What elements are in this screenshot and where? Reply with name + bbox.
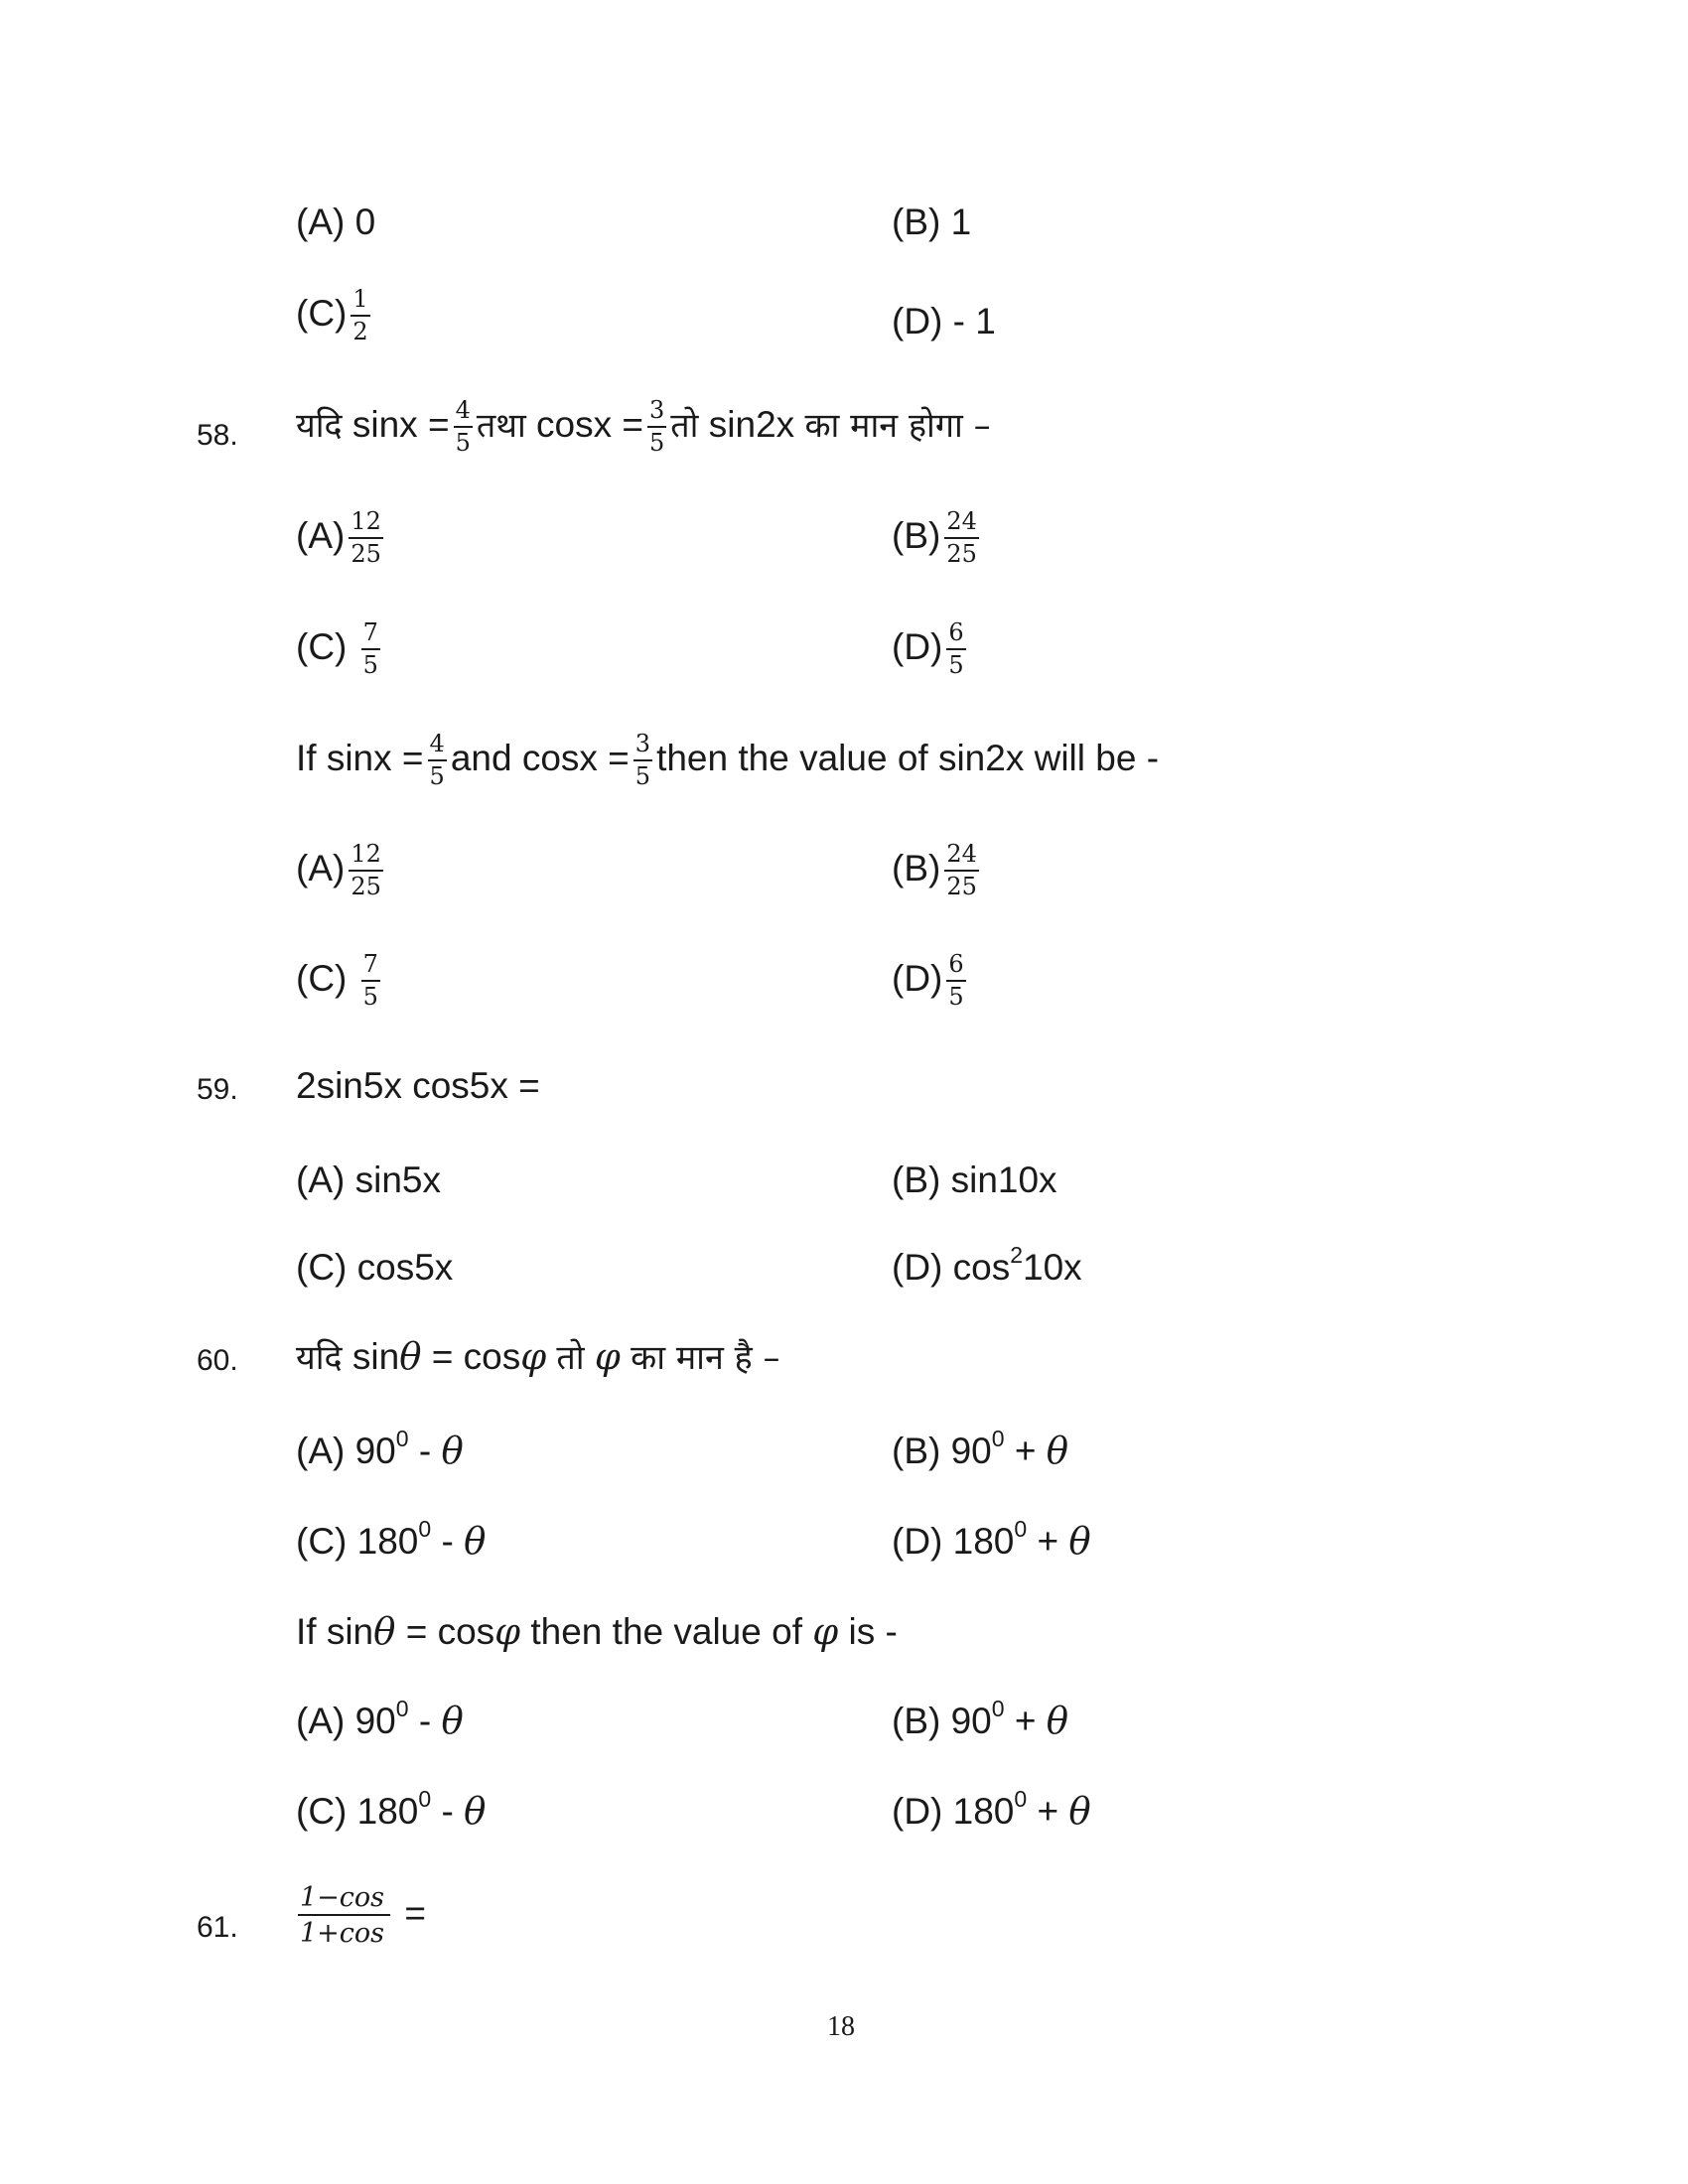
- option-a: (A) $\frac{12}{25}$: [296, 507, 381, 568]
- fraction: $\frac{4}{5}$: [429, 730, 445, 790]
- fraction: $\frac{4}{5}$: [455, 396, 471, 457]
- option-a: (A) 0: [296, 202, 376, 242]
- option-a: (A) sin5x: [296, 1160, 441, 1200]
- fraction: $\frac{12}{25}$: [351, 507, 381, 568]
- fraction: $\frac{12}{25}$: [351, 840, 381, 900]
- question-58-hindi: यदि sinx = $\frac{4}{5}$ तथा cosx = $\frac{3}{5}$ तो sin2x का मान होगा –: [296, 396, 991, 457]
- question-number: 59.: [197, 1073, 238, 1106]
- question-60-hindi: यदि sinθ = cosφ तो φ का मान है –: [296, 1335, 780, 1378]
- page-number: 18: [827, 2011, 855, 2042]
- fraction: $\frac{3}{5}$: [649, 396, 665, 457]
- fraction: $\frac{1-\cos}{1+\cos}$: [298, 1882, 390, 1949]
- option-label: (C): [296, 292, 348, 334]
- option-b: (B) $90^0 + \theta$: [892, 1425, 1069, 1472]
- option-a: (A) $\frac{12}{25}$: [296, 840, 381, 900]
- option-a: (A) $90^0$ - θ: [296, 1695, 464, 1742]
- option-d: (D) $\cos^210x$: [892, 1241, 1082, 1288]
- option-a: (A) $90^0$ - θ: [296, 1425, 464, 1472]
- question-58-english: If sinx = $\frac{4}{5}$ and cosx = $\frac{3}{5}$ then the value of sin2x will be -: [296, 730, 1160, 790]
- option-c: (C) $\frac{7}{5}$: [296, 950, 378, 1011]
- option-c: (C) $180^0$ - θ: [296, 1785, 487, 1833]
- fraction: $\frac{7}{5}$: [362, 950, 378, 1011]
- fraction: $\frac{3}{5}$: [634, 730, 651, 790]
- fraction: $\frac{24}{25}$: [946, 507, 977, 568]
- option-d: (D) $180^0 + \theta$: [892, 1515, 1091, 1563]
- option-c: [296, 286, 374, 345]
- option-b: (B) $\frac{24}{25}$: [892, 507, 977, 568]
- question-60-english: If sinθ = cosφ then the value of φ is -: [296, 1610, 898, 1653]
- question-number: 58.: [197, 419, 238, 452]
- option-d: (D) $\frac{6}{5}$: [892, 950, 964, 1011]
- option-b: (B) $90^0 + \theta$: [892, 1695, 1069, 1742]
- option-c: (C) cos5x: [296, 1247, 454, 1288]
- fraction: $\frac{7}{5}$: [362, 618, 378, 679]
- option-b: (B) sin10x: [892, 1160, 1057, 1200]
- option-d: (D) $\frac{6}{5}$: [892, 618, 964, 679]
- question-number: 61.: [197, 1911, 238, 1944]
- question-61-text: $\frac{1-\cos}{1+\cos}$ =: [300, 1882, 426, 1950]
- fraction: $\frac{1}{2}$: [352, 285, 368, 345]
- option-c: (C) $\frac{7}{5}$: [296, 618, 378, 679]
- option-b: (B) 1: [892, 202, 972, 242]
- option-d: (D) $180^0 + \theta$: [892, 1785, 1091, 1833]
- question-59-text: 2sin5x cos5x =: [296, 1065, 540, 1106]
- option-c: (C) $180^0$ - θ: [296, 1515, 487, 1563]
- option-b: (B) $\frac{24}{25}$: [892, 840, 977, 900]
- fraction: $\frac{6}{5}$: [948, 950, 964, 1011]
- fraction: $\frac{24}{25}$: [946, 840, 977, 900]
- option-d: (D) - 1: [892, 301, 996, 341]
- fraction: $\frac{6}{5}$: [948, 618, 964, 679]
- question-number: 60.: [197, 1344, 238, 1377]
